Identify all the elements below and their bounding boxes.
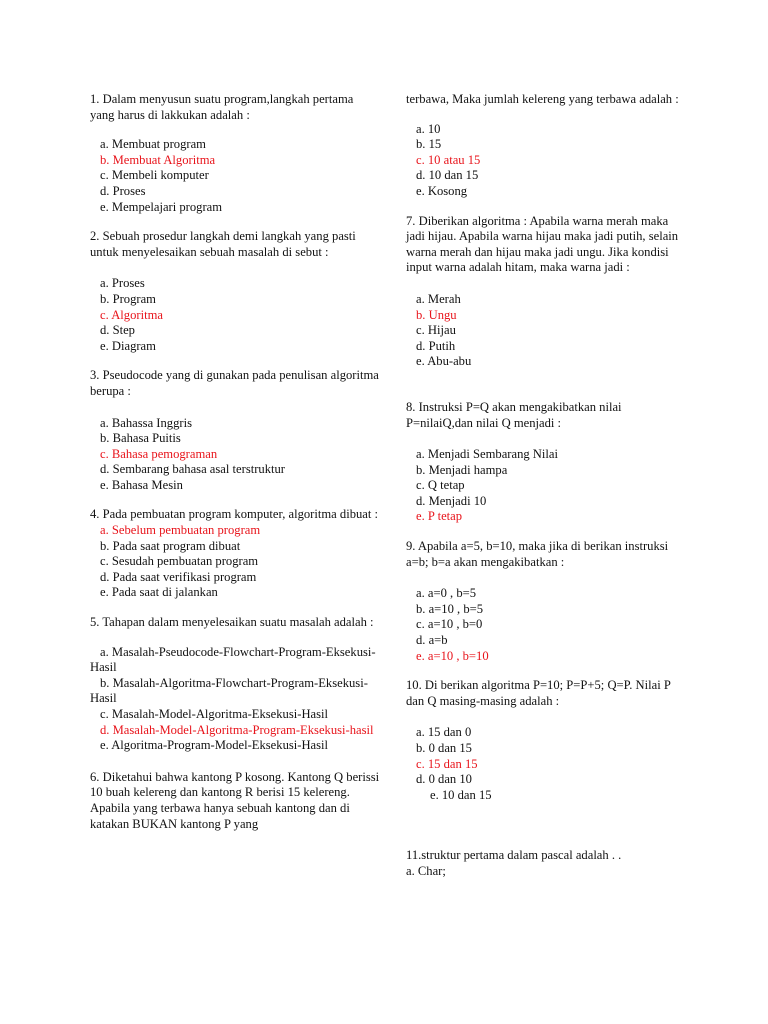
option-1c: c. Membeli komputer <box>100 168 209 183</box>
option-2c-answer: c. Algoritma <box>100 307 163 322</box>
option-5d-answer: d. Masalah-Model-Algoritma-Program-Eksekusi-hasil <box>100 722 374 737</box>
option-6e: e. Kosong <box>416 183 468 198</box>
option-3e: e. Bahasa Mesin <box>100 477 183 492</box>
option-4d: d. Pada saat verifikasi program <box>100 569 257 584</box>
option-6b: b. 15 <box>416 137 442 152</box>
question-8-text: 8. Instruksi P=Q akan mengakibatkan nilai P=nilaiQ,dan nilai Q menjadi : <box>406 399 622 430</box>
question-3-text: 3. Pseudocode yang di gunakan pada penulisan algoritma berupa : <box>90 368 379 398</box>
option-10b: b. 0 dan 15 <box>416 741 472 755</box>
option-7d: d. Putih <box>416 338 456 353</box>
question-5-text: 5. Tahapan dalam menyelesaikan suatu masalah adalah : <box>90 615 374 630</box>
option-7a: a. Merah <box>416 291 461 306</box>
option-4a-answer: a. Sebelum pembuatan program <box>100 523 261 538</box>
option-5e: e. Algoritma-Program-Model-Eksekusi-Hasil <box>100 738 329 753</box>
option-10e: e. 10 dan 15 <box>430 787 492 802</box>
option-9a: a. a=0 , b=5 <box>416 586 477 601</box>
option-8d: d. Menjadi 10 <box>416 493 487 508</box>
left-column <box>90 92 380 832</box>
question-6-options <box>406 122 690 200</box>
question-8-options <box>406 447 690 525</box>
option-9d: d. a=b <box>416 633 448 648</box>
option-3d: d. Sembarang bahasa asal terstruktur <box>100 462 285 477</box>
question-5-options <box>90 645 380 754</box>
option-4b: b. Pada saat program dibuat <box>100 538 241 553</box>
option-3b: b. Bahasa Puitis <box>100 431 181 446</box>
question-10-options <box>406 725 690 803</box>
option-7b-answer: b. Ungu <box>416 307 457 322</box>
question-2-options <box>90 276 380 354</box>
question-11-options <box>406 864 690 880</box>
option-5a: a. Masalah-Pseudocode-Flowchart-Program-Eksekusi-Hasil <box>90 644 376 675</box>
option-2b: b. Program <box>100 291 156 306</box>
question-6-continued-text: terbawa, Maka jumlah kelereng yang terbawa adalah : <box>406 92 679 106</box>
option-9c: c. a=10 , b=0 <box>416 617 483 632</box>
option-6a: a. 10 <box>416 121 441 136</box>
option-8a: a. Menjadi Sembarang Nilai <box>416 447 558 462</box>
option-2e: e. Diagram <box>100 338 156 353</box>
option-8b: b. Menjadi hampa <box>416 462 508 477</box>
question-6-text: 6. Diketahui bahwa kantong P kosong. Kantong Q berissi 10 buah kelereng dan kantong R berisi 15 kelereng. Apabila yang terbawa hanya sebuah kantong dan di katakan BUKAN kantong P yang <box>90 769 380 831</box>
question-9-options <box>406 586 690 664</box>
question-3-options <box>90 416 380 494</box>
option-10a: a. 15 dan 0 <box>416 725 472 740</box>
option-9b: b. a=10 , b=5 <box>416 601 484 616</box>
option-4c: c. Sesudah pembuatan program <box>100 554 259 569</box>
option-11a: a. Char; <box>406 863 446 878</box>
question-2-text: 2. Sebuah prosedur langkah demi langkah yang pasti untuk menyelesaikan sebuah masalah di sebut : <box>90 229 356 259</box>
question-1-options <box>90 137 380 215</box>
question-4-text: 4. Pada pembuatan program komputer, algoritma dibuat : <box>90 507 379 522</box>
option-1d: d. Proses <box>100 183 146 198</box>
question-7-options <box>406 292 690 370</box>
option-5b: b. Masalah-Algoritma-Flowchart-Program-Eksekusi-Hasil <box>90 675 368 706</box>
option-5c: c. Masalah-Model-Algoritma-Eksekusi-Hasil <box>100 707 329 721</box>
question-1-text: 1. Dalam menyusun suatu program,langkah pertama yang harus di lakkukan adalah : <box>90 92 354 122</box>
option-1b-answer: b. Membuat Algoritma <box>100 152 216 167</box>
option-8c: c. Q tetap <box>416 478 465 493</box>
question-7-text: 7. Diberikan algoritma : Apabila warna merah maka jadi hijau. Apabila warna hijau maka jadi putih, selain warna merah dan hijau maka jadi ungu. Jika kondisi input warna adalah hitam, maka warna jadi : <box>406 213 679 275</box>
option-2d: d. Step <box>100 323 135 338</box>
question-10-text: 10. Di berikan algoritma P=10; P=P+5; Q=P. Nilai P dan Q masing-masing adalah : <box>406 678 671 708</box>
option-6d: d. 10 dan 15 <box>416 168 479 183</box>
option-10c-answer: c. 15 dan 15 <box>416 756 478 771</box>
option-7c: c. Hijau <box>416 323 456 338</box>
option-8e-answer: e. P tetap <box>416 509 463 524</box>
option-2a: a. Proses <box>100 276 145 291</box>
question-11-text: 11.struktur pertama dalam pascal adalah . . <box>406 848 622 863</box>
option-1e: e. Mempelajari program <box>100 199 223 214</box>
question-9-text: 9. Apabila a=5, b=10, maka jika di berikan instruksi a=b; b=a akan mengakibatkan : <box>406 539 669 569</box>
option-3a: a. Bahassa Inggris <box>100 415 192 430</box>
option-6c-answer: c. 10 atau 15 <box>416 152 481 167</box>
option-4e: e. Pada saat di jalankan <box>100 585 218 600</box>
option-3c-answer: c. Bahasa pemograman <box>100 446 218 461</box>
option-7e: e. Abu-abu <box>416 354 472 369</box>
question-4-options <box>90 523 380 601</box>
option-1a: a. Membuat program <box>100 137 206 152</box>
option-9e-answer: e. a=10 , b=10 <box>416 648 489 663</box>
right-column <box>406 92 690 880</box>
option-10d: d. 0 dan 10 <box>416 772 472 787</box>
